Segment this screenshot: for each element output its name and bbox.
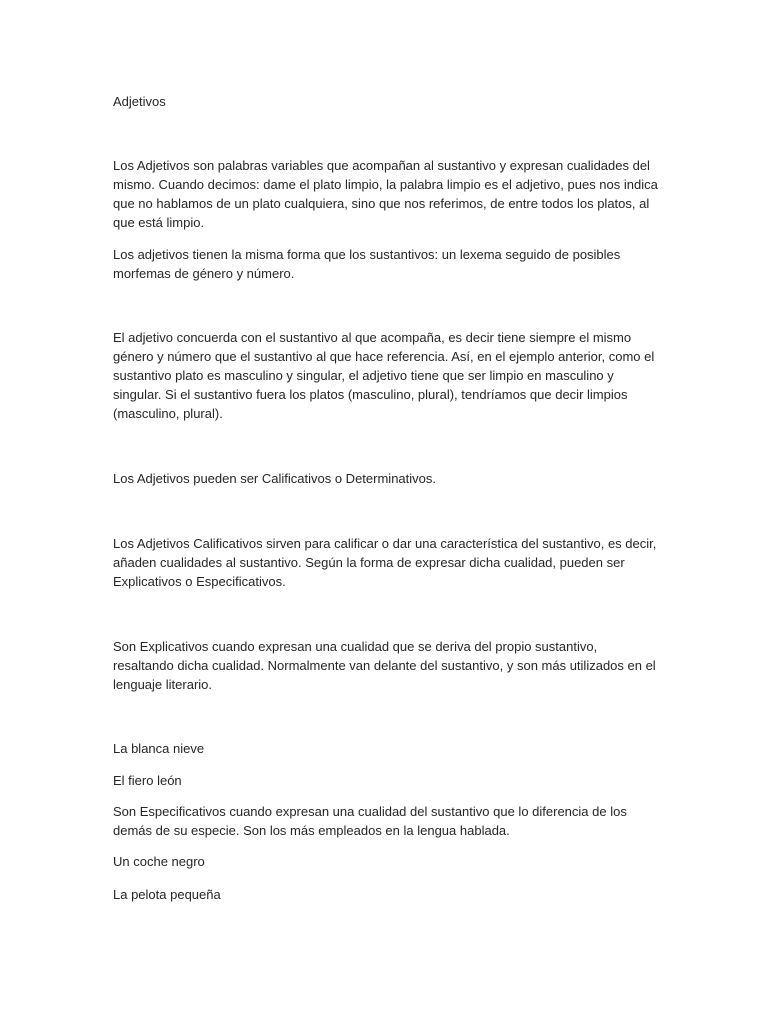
paragraph-especificativos: Son Especificativos cuando expresan una cualidad del sustantivo que lo diferencia de los demás de su especie. Son los más empleados en la lengua hablada. (113, 804, 627, 838)
example-un-coche-negro: Un coche negro (113, 854, 205, 869)
example-la-pelota-pequena: La pelota pequeña (113, 887, 221, 902)
paragraph-agreement: El adjetivo concuerda con el sustantivo al que acompaña, es decir tiene siempre el mismo género y número que el sustantivo al que hace referencia. Así, en el ejemplo anterior, como el sustantivo plato es masculino y singular, el adjetivo tiene que ser limpio en masculino y singular. Si el sustantivo fuera los platos (masculino, plural), tendríamos que decir limpios (masculino, plural). (113, 330, 655, 421)
example-la-blanca-nieve: La blanca nieve (113, 741, 205, 756)
paragraph-types: Los Adjetivos pueden ser Calificativos o Determinativos. (113, 471, 436, 486)
paragraph-form: Los adjetivos tienen la misma forma que los sustantivos: un lexema seguido de posibles morfemas de género y número. (113, 247, 621, 281)
document-title: Adjetivos (113, 94, 166, 109)
paragraph-explicativos: Son Explicativos cuando expresan una cualidad que se deriva del propio sustantivo, resaltando dicha cualidad. Normalmente van delante del sustantivo, y son más utilizados en el lenguaje literario. (113, 639, 656, 692)
paragraph-definition: Los Adjetivos son palabras variables que acompañan al sustantivo y expresan cualidades del mismo. Cuando decimos: dame el plato limpio, la palabra limpio es el adjetivo, pues nos indica que no hablamos de un plato cualquiera, sino que nos referimos, de entre todos los platos, al que está limpio. (113, 158, 658, 230)
paragraph-calificativos: Los Adjetivos Calificativos sirven para calificar o dar una característica del sustantivo, es decir, añaden cualidades al sustantivo. Según la forma de expresar dicha cualidad, pueden ser Explicativos o Especificativos. (113, 536, 657, 589)
example-el-fiero-leon: El fiero león (113, 773, 182, 788)
